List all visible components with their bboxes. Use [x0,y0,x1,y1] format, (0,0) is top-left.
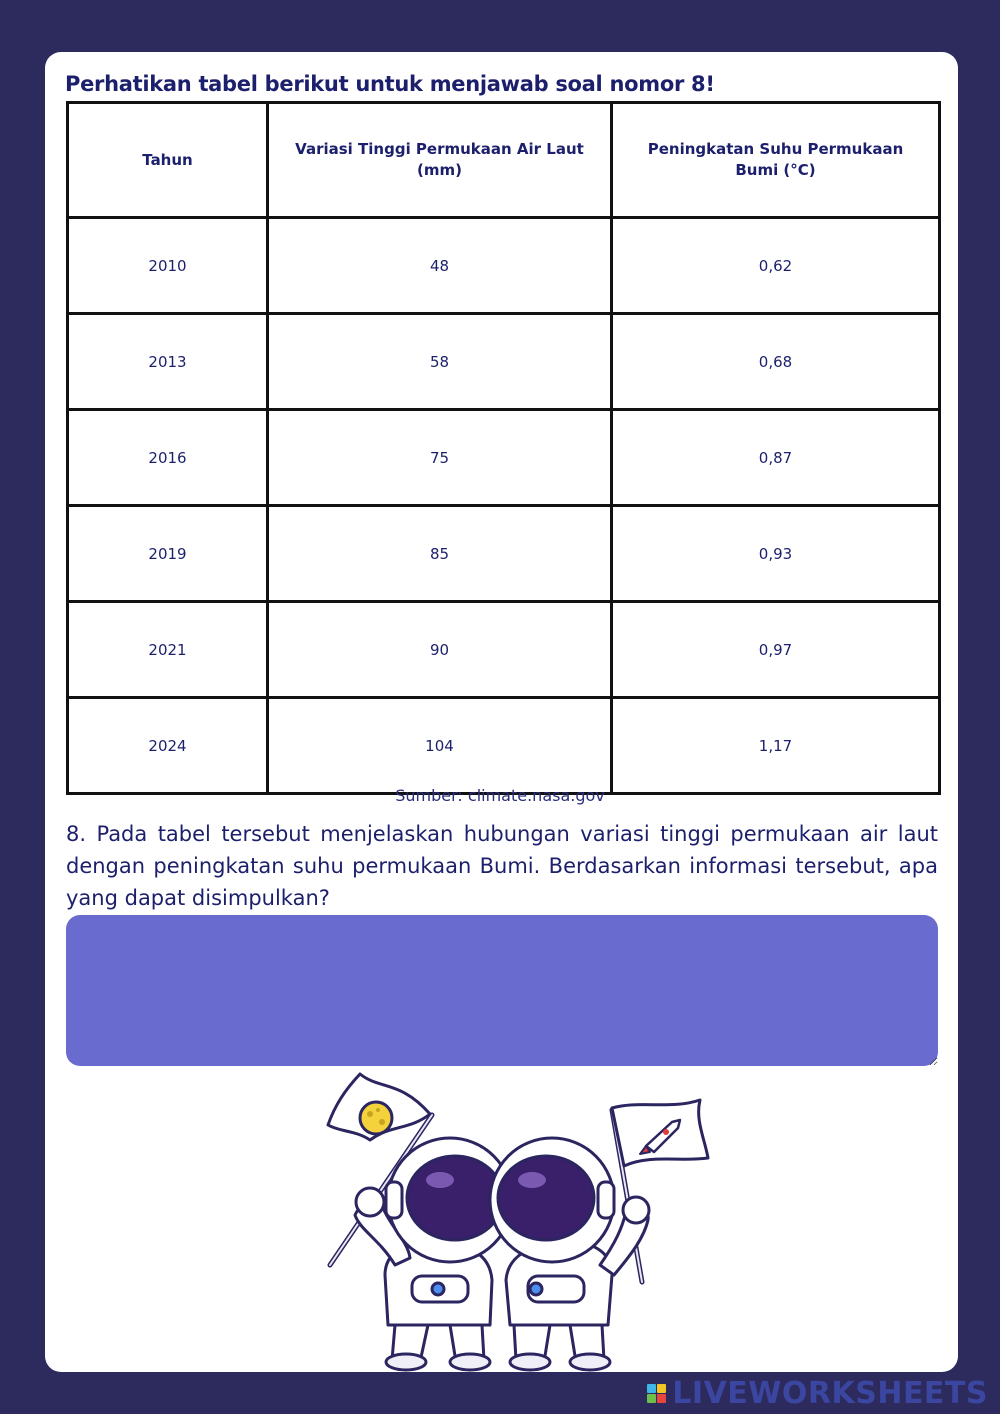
cell-sea-level: 48 [268,218,612,314]
liveworksheets-logo-icon [647,1384,666,1403]
table-row [68,410,940,506]
cell-year: 2013 [68,314,268,410]
source-caption: Sumber: climate.nasa.gov [395,786,605,805]
cell-temperature: 1,17 [612,698,940,794]
liveworksheets-brand [647,1376,988,1411]
cell-sea-level: 75 [268,410,612,506]
worksheet-heading: Perhatikan tabel berikut untuk menjawab soal nomor 8! [65,72,715,96]
cell-sea-level: 58 [268,314,612,410]
right-visor [498,1156,594,1240]
table-header-row [68,103,940,218]
cell-year: 2010 [68,218,268,314]
cell-temperature: 0,97 [612,602,940,698]
astronauts-illustration [300,1070,720,1375]
question-text: 8. Pada tabel tersebut menjelaskan hubungan variasi tinggi permukaan air laut dengan peningkatan suhu permukaan Bumi. Berdasarkan informasi tersebut, apa yang dapat disimpulkan? [66,822,938,910]
cell-sea-level: 90 [268,602,612,698]
brand-text: LIVEWORKSHEETS [672,1376,988,1411]
table-row [68,314,940,410]
table-row [68,218,940,314]
table-row [68,602,940,698]
header-sea-level: Variasi Tinggi Permukaan Air Laut (mm) [268,103,612,218]
cell-year: 2021 [68,602,268,698]
header-year: Tahun [68,103,268,218]
table-row [68,698,940,794]
cell-year: 2016 [68,410,268,506]
cell-sea-level: 104 [268,698,612,794]
cell-temperature: 0,87 [612,410,940,506]
table-row [68,506,940,602]
cell-sea-level: 85 [268,506,612,602]
data-table [66,101,941,795]
cell-temperature: 0,68 [612,314,940,410]
cell-temperature: 0,62 [612,218,940,314]
cell-year: 2024 [68,698,268,794]
moon-icon [360,1102,392,1134]
cell-temperature: 0,93 [612,506,940,602]
cell-year: 2019 [68,506,268,602]
answer-input[interactable] [66,915,938,1066]
header-temperature: Peningkatan Suhu Permukaan Bumi (°C) [612,103,940,218]
